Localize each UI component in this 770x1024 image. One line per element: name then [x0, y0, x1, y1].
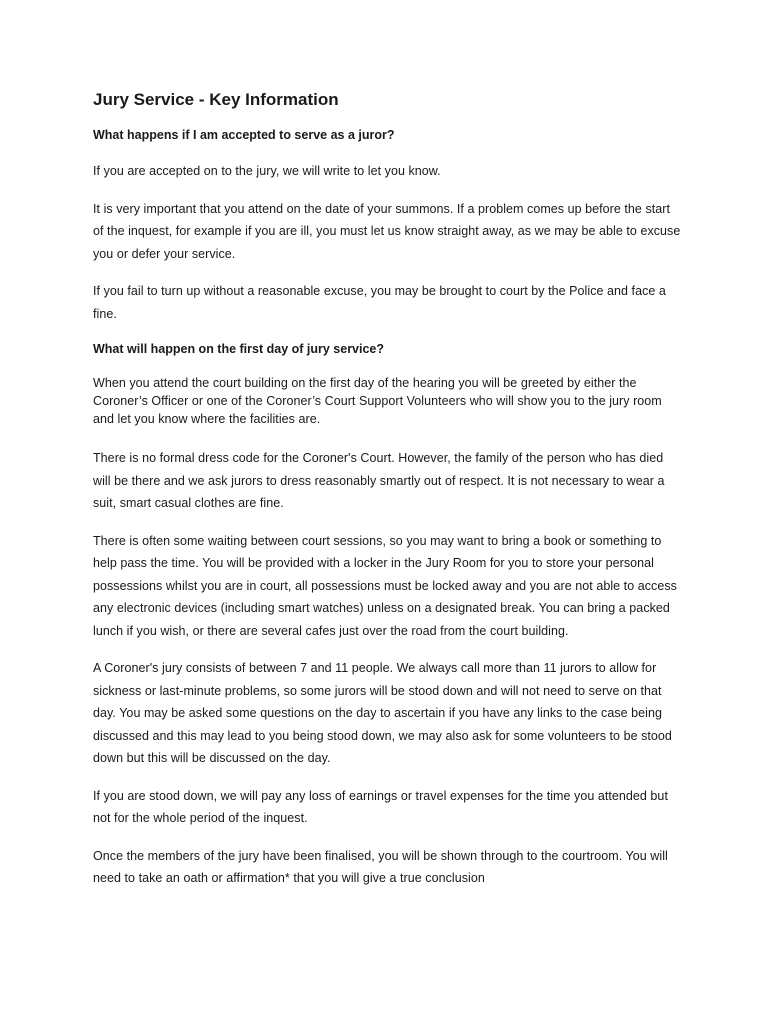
document-page: [93, 88, 683, 905]
paragraph-oath: Once the members of the jury have been finalised, you will be shown through to the courtroom. You will need to take an oath or affirmation* that you will give a true conclusion: [93, 848, 668, 885]
section-heading-accepted: What happens if I am accepted to serve as a juror?: [93, 128, 395, 142]
paragraph-arrival: When you attend the court building on the first day of the hearing you will be greeted by either the Coroner’s Officer or one of the Coroner’s Court Support Volunteers who will show you to the jury room and let you know where the facilities are.: [93, 376, 662, 426]
section-heading-first-day: What will happen on the first day of jury service?: [93, 342, 385, 356]
paragraph-jury-size: A Coroner's jury consists of between 7 and 11 people. We always call more than 11 jurors to allow for sickness or last-minute problems, so some jurors will be stood down and will not need to serve on that day. You may be asked some questions on the day to ascertain if you have any links to the case being discussed and this may lead to you being stood down, we may also ask for some volunteers to be stood down but this will be discussed on the day.: [93, 661, 672, 765]
paragraph-dress-code: There is no formal dress code for the Coroner's Court. However, the family of the person who has died will be there and we ask jurors to dress reasonably smartly out of respect. It is not necessary to wear a suit, smart casual clothes are fine.: [93, 451, 665, 510]
paragraph-failure-to-attend: If you fail to turn up without a reasonable excuse, you may be brought to court by the Police and face a fine.: [93, 284, 666, 321]
paragraph-attendance: It is very important that you attend on the date of your summons. If a problem comes up before the start of the inquest, for example if you are ill, you must let us know straight away, as we may be able to excuse you or defer your service.: [93, 201, 681, 261]
paragraph-accepted-notice: If you are accepted on to the jury, we will write to let you know.: [93, 164, 441, 178]
paragraph-waiting: There is often some waiting between court sessions, so you may want to bring a book or something to help pass the time. You will be provided with a locker in the Jury Room for you to store your personal possessions whilst you are in court, all possessions must be locked away and you are not able to access any electronic devices (including smart watches) unless on a designated break. You can bring a packed lunch if you wish, or there are several cafes just over the road from the court building.: [93, 533, 677, 638]
page-title: Jury Service - Key Information: [93, 90, 339, 109]
paragraph-stood-down: If you are stood down, we will pay any loss of earnings or travel expenses for the time you attended but not for the whole period of the inquest.: [93, 788, 668, 825]
